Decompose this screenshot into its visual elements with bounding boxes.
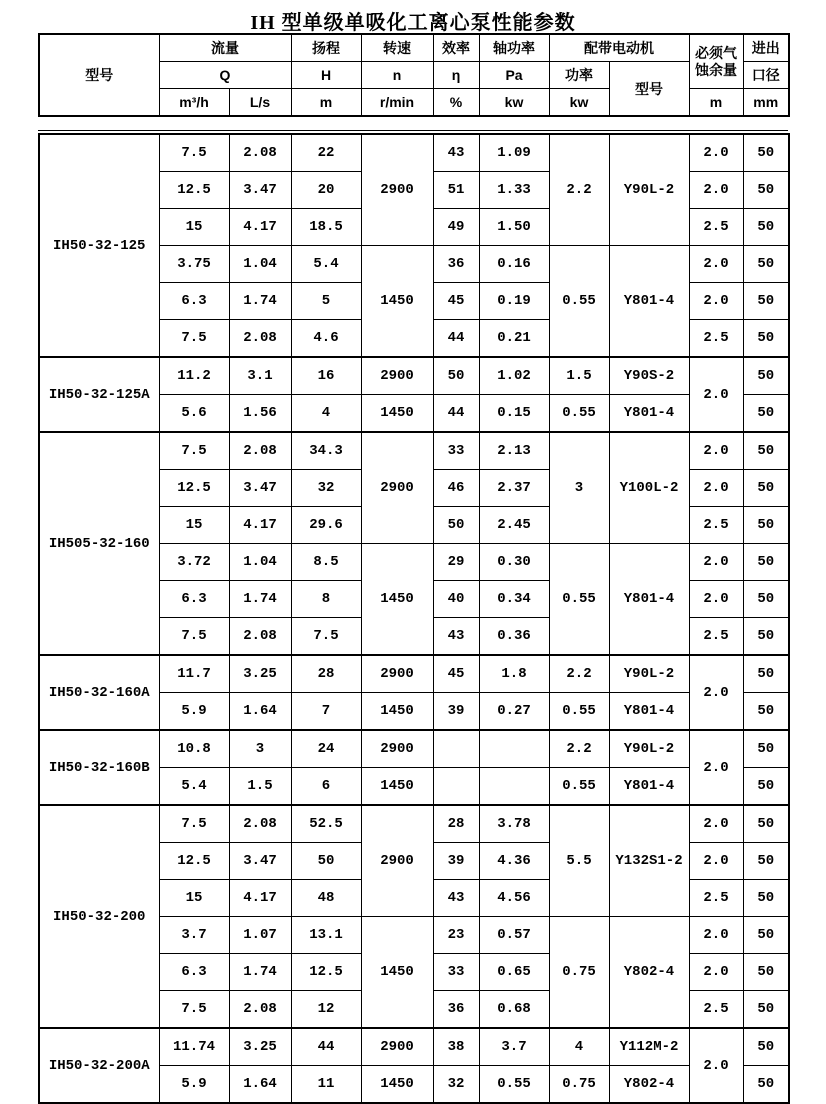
table-row	[39, 1028, 789, 1066]
header-head-unit: m	[291, 89, 361, 117]
cell-flow-m3h: 11.74	[159, 1028, 229, 1066]
header-head-symbol: H	[291, 62, 361, 89]
cell-motor-power: 0.55	[549, 246, 609, 358]
cell-flow-ls: 2.08	[229, 805, 291, 843]
data-table-body	[39, 134, 789, 1103]
cell-efficiency: 49	[433, 209, 479, 246]
cell-flow-m3h: 15	[159, 880, 229, 917]
cell-shaft-power: 0.21	[479, 320, 549, 358]
header-speed-unit: r/min	[361, 89, 433, 117]
cell-flow-ls: 2.08	[229, 432, 291, 470]
cell-npsh: 2.0	[689, 432, 743, 470]
cell-diameter: 50	[743, 693, 789, 731]
cell-npsh: 2.0	[689, 357, 743, 432]
header-speed: 转速	[361, 34, 433, 62]
cell-flow-ls: 1.07	[229, 917, 291, 954]
header-diameter-line2: 口径	[743, 62, 789, 89]
cell-motor-power: 0.75	[549, 1066, 609, 1104]
cell-flow-ls: 4.17	[229, 880, 291, 917]
cell-npsh: 2.0	[689, 172, 743, 209]
cell-speed: 2900	[361, 432, 433, 544]
cell-speed: 1450	[361, 544, 433, 656]
cell-diameter: 50	[743, 954, 789, 991]
cell-efficiency: 45	[433, 655, 479, 693]
cell-diameter: 50	[743, 655, 789, 693]
cell-npsh: 2.0	[689, 917, 743, 954]
cell-efficiency: 39	[433, 693, 479, 731]
cell-flow-ls: 1.56	[229, 395, 291, 433]
cell-shaft-power: 2.37	[479, 470, 549, 507]
cell-diameter: 50	[743, 134, 789, 172]
cell-efficiency: 32	[433, 1066, 479, 1104]
cell-shaft-power: 0.68	[479, 991, 549, 1029]
cell-shaft-power: 1.50	[479, 209, 549, 246]
cell-diameter: 50	[743, 880, 789, 917]
cell-npsh: 2.0	[689, 655, 743, 730]
cell-efficiency: 36	[433, 246, 479, 283]
cell-efficiency	[433, 768, 479, 806]
cell-pump-model: IH50-32-125	[39, 134, 159, 357]
table-row	[39, 134, 789, 172]
cell-flow-ls: 2.08	[229, 320, 291, 358]
cell-head: 13.1	[291, 917, 361, 954]
cell-flow-m3h: 11.7	[159, 655, 229, 693]
header-flow-symbol: Q	[159, 62, 291, 89]
cell-head: 32	[291, 470, 361, 507]
cell-shaft-power: 0.15	[479, 395, 549, 433]
cell-head: 18.5	[291, 209, 361, 246]
cell-npsh: 2.0	[689, 730, 743, 805]
header-efficiency: 效率	[433, 34, 479, 62]
cell-shaft-power: 0.19	[479, 283, 549, 320]
cell-motor-model: Y112M-2	[609, 1028, 689, 1066]
cell-diameter: 50	[743, 768, 789, 806]
cell-efficiency: 28	[433, 805, 479, 843]
cell-head: 7	[291, 693, 361, 731]
cell-shaft-power: 0.34	[479, 581, 549, 618]
table-row	[39, 357, 789, 395]
cell-flow-m3h: 7.5	[159, 805, 229, 843]
cell-head: 7.5	[291, 618, 361, 656]
cell-diameter: 50	[743, 1028, 789, 1066]
cell-flow-ls: 1.74	[229, 283, 291, 320]
cell-flow-m3h: 12.5	[159, 172, 229, 209]
cell-flow-m3h: 3.72	[159, 544, 229, 581]
cell-flow-m3h: 6.3	[159, 581, 229, 618]
cell-flow-m3h: 11.2	[159, 357, 229, 395]
cell-diameter: 50	[743, 395, 789, 433]
cell-diameter: 50	[743, 320, 789, 358]
cell-motor-power: 2.2	[549, 730, 609, 768]
cell-npsh: 2.5	[689, 507, 743, 544]
cell-efficiency: 43	[433, 134, 479, 172]
header-npsh-line1: 必须气	[695, 44, 737, 61]
cell-head: 29.6	[291, 507, 361, 544]
cell-shaft-power: 0.27	[479, 693, 549, 731]
cell-motor-power: 1.5	[549, 357, 609, 395]
cell-efficiency: 36	[433, 991, 479, 1029]
cell-shaft-power: 0.36	[479, 618, 549, 656]
cell-flow-ls: 4.17	[229, 507, 291, 544]
cell-flow-ls: 1.04	[229, 246, 291, 283]
cell-shaft-power: 0.55	[479, 1066, 549, 1104]
cell-head: 28	[291, 655, 361, 693]
cell-speed: 2900	[361, 655, 433, 693]
cell-diameter: 50	[743, 246, 789, 283]
cell-shaft-power: 0.16	[479, 246, 549, 283]
cell-speed: 1450	[361, 395, 433, 433]
cell-head: 52.5	[291, 805, 361, 843]
cell-head: 48	[291, 880, 361, 917]
cell-diameter: 50	[743, 432, 789, 470]
cell-diameter: 50	[743, 581, 789, 618]
cell-npsh: 2.5	[689, 320, 743, 358]
cell-motor-model: Y90S-2	[609, 357, 689, 395]
cell-speed: 2900	[361, 805, 433, 917]
cell-head: 6	[291, 768, 361, 806]
cell-npsh: 2.0	[689, 134, 743, 172]
cell-motor-power: 0.75	[549, 917, 609, 1029]
cell-flow-ls: 3.47	[229, 172, 291, 209]
header-efficiency-symbol: η	[433, 62, 479, 89]
cell-head: 4.6	[291, 320, 361, 358]
cell-speed: 1450	[361, 693, 433, 731]
cell-head: 44	[291, 1028, 361, 1066]
cell-efficiency: 29	[433, 544, 479, 581]
cell-diameter: 50	[743, 172, 789, 209]
cell-npsh: 2.0	[689, 283, 743, 320]
cell-speed: 1450	[361, 1066, 433, 1104]
header-head: 扬程	[291, 34, 361, 62]
cell-flow-m3h: 5.4	[159, 768, 229, 806]
cell-flow-m3h: 12.5	[159, 843, 229, 880]
header-diameter-unit: mm	[743, 89, 789, 117]
header-motor-model: 型号	[609, 62, 689, 117]
cell-head: 20	[291, 172, 361, 209]
cell-flow-ls: 4.17	[229, 209, 291, 246]
cell-shaft-power: 0.65	[479, 954, 549, 991]
cell-diameter: 50	[743, 544, 789, 581]
header-npsh	[689, 34, 743, 89]
header-shaft-power-symbol: Pa	[479, 62, 549, 89]
header-shaft-power: 轴功率	[479, 34, 549, 62]
cell-flow-m3h: 5.9	[159, 693, 229, 731]
cell-efficiency: 45	[433, 283, 479, 320]
cell-flow-ls: 1.04	[229, 544, 291, 581]
cell-npsh: 2.0	[689, 1028, 743, 1103]
cell-motor-power: 3	[549, 432, 609, 544]
cell-diameter: 50	[743, 357, 789, 395]
cell-efficiency: 44	[433, 320, 479, 358]
cell-shaft-power: 3.7	[479, 1028, 549, 1066]
cell-flow-ls: 3.47	[229, 843, 291, 880]
cell-head: 12	[291, 991, 361, 1029]
cell-diameter: 50	[743, 991, 789, 1029]
header-efficiency-unit: %	[433, 89, 479, 117]
cell-speed: 1450	[361, 917, 433, 1029]
cell-diameter: 50	[743, 209, 789, 246]
table-row	[39, 655, 789, 693]
cell-flow-ls: 3.47	[229, 470, 291, 507]
cell-motor-power: 0.55	[549, 693, 609, 731]
header-motor-power-unit: kw	[549, 89, 609, 117]
cell-efficiency: 50	[433, 357, 479, 395]
data-table	[38, 133, 790, 1104]
cell-shaft-power: 1.02	[479, 357, 549, 395]
cell-motor-power: 2.2	[549, 655, 609, 693]
cell-shaft-power: 1.33	[479, 172, 549, 209]
cell-efficiency: 44	[433, 395, 479, 433]
cell-npsh: 2.0	[689, 581, 743, 618]
cell-flow-ls: 1.74	[229, 581, 291, 618]
header-table	[38, 33, 790, 117]
cell-shaft-power: 0.57	[479, 917, 549, 954]
cell-pump-model: IH505-32-160	[39, 432, 159, 655]
cell-pump-model: IH50-32-160A	[39, 655, 159, 730]
cell-flow-ls: 3.1	[229, 357, 291, 395]
cell-shaft-power: 4.56	[479, 880, 549, 917]
cell-npsh: 2.5	[689, 991, 743, 1029]
cell-motor-model: Y90L-2	[609, 730, 689, 768]
cell-shaft-power: 4.36	[479, 843, 549, 880]
cell-shaft-power: 2.45	[479, 507, 549, 544]
cell-motor-power: 2.2	[549, 134, 609, 246]
header-npsh-line2: 蚀余量	[695, 61, 737, 78]
cell-npsh: 2.5	[689, 209, 743, 246]
cell-motor-power: 4	[549, 1028, 609, 1066]
cell-flow-m3h: 5.9	[159, 1066, 229, 1104]
cell-flow-m3h: 10.8	[159, 730, 229, 768]
cell-motor-power: 0.55	[549, 768, 609, 806]
cell-diameter: 50	[743, 730, 789, 768]
cell-efficiency: 43	[433, 618, 479, 656]
cell-flow-m3h: 6.3	[159, 954, 229, 991]
cell-flow-m3h: 3.7	[159, 917, 229, 954]
cell-flow-ls: 2.08	[229, 991, 291, 1029]
cell-shaft-power: 2.13	[479, 432, 549, 470]
cell-flow-ls: 1.64	[229, 1066, 291, 1104]
cell-head: 11	[291, 1066, 361, 1104]
cell-pump-model: IH50-32-160B	[39, 730, 159, 805]
cell-flow-ls: 1.74	[229, 954, 291, 991]
cell-efficiency	[433, 730, 479, 768]
cell-shaft-power: 1.09	[479, 134, 549, 172]
cell-npsh: 2.0	[689, 843, 743, 880]
cell-pump-model: IH50-32-200	[39, 805, 159, 1028]
table-row	[39, 432, 789, 470]
cell-motor-model: Y90L-2	[609, 655, 689, 693]
cell-efficiency: 43	[433, 880, 479, 917]
cell-motor-model: Y802-4	[609, 917, 689, 1029]
cell-motor-model: Y100L-2	[609, 432, 689, 544]
data-table-frame	[38, 130, 788, 1104]
cell-flow-ls: 3	[229, 730, 291, 768]
cell-speed: 2900	[361, 134, 433, 246]
cell-motor-power: 0.55	[549, 544, 609, 656]
cell-diameter: 50	[743, 283, 789, 320]
cell-flow-ls: 2.08	[229, 618, 291, 656]
cell-flow-ls: 3.25	[229, 655, 291, 693]
cell-speed: 2900	[361, 1028, 433, 1066]
table-row	[39, 730, 789, 768]
cell-flow-ls: 1.64	[229, 693, 291, 731]
header-flow-unit-m3h: m³/h	[159, 89, 229, 117]
cell-motor-model: Y132S1-2	[609, 805, 689, 917]
cell-head: 8.5	[291, 544, 361, 581]
cell-diameter: 50	[743, 843, 789, 880]
cell-flow-ls: 3.25	[229, 1028, 291, 1066]
cell-speed: 1450	[361, 246, 433, 358]
cell-head: 5	[291, 283, 361, 320]
cell-head: 4	[291, 395, 361, 433]
header-motor-power: 功率	[549, 62, 609, 89]
cell-flow-m3h: 15	[159, 507, 229, 544]
cell-head: 5.4	[291, 246, 361, 283]
cell-head: 34.3	[291, 432, 361, 470]
header-flow: 流量	[159, 34, 291, 62]
cell-pump-model: IH50-32-200A	[39, 1028, 159, 1103]
cell-flow-m3h: 7.5	[159, 320, 229, 358]
cell-speed: 1450	[361, 768, 433, 806]
header-npsh-unit: m	[689, 89, 743, 117]
cell-npsh: 2.0	[689, 544, 743, 581]
cell-diameter: 50	[743, 470, 789, 507]
table-row	[39, 805, 789, 843]
cell-motor-model: Y801-4	[609, 395, 689, 433]
cell-efficiency: 38	[433, 1028, 479, 1066]
cell-diameter: 50	[743, 618, 789, 656]
cell-efficiency: 46	[433, 470, 479, 507]
cell-flow-m3h: 12.5	[159, 470, 229, 507]
cell-efficiency: 33	[433, 954, 479, 991]
cell-speed: 2900	[361, 357, 433, 395]
cell-motor-power: 5.5	[549, 805, 609, 917]
cell-motor-model: Y802-4	[609, 1066, 689, 1104]
cell-efficiency: 23	[433, 917, 479, 954]
cell-head: 50	[291, 843, 361, 880]
cell-motor-model: Y801-4	[609, 693, 689, 731]
cell-shaft-power: 0.30	[479, 544, 549, 581]
cell-efficiency: 39	[433, 843, 479, 880]
cell-npsh: 2.0	[689, 954, 743, 991]
header-model: 型号	[39, 34, 159, 116]
cell-head: 8	[291, 581, 361, 618]
header-flow-unit-ls: L/s	[229, 89, 291, 117]
cell-flow-m3h: 7.5	[159, 432, 229, 470]
cell-flow-ls: 1.5	[229, 768, 291, 806]
cell-flow-m3h: 7.5	[159, 134, 229, 172]
header-speed-symbol: n	[361, 62, 433, 89]
cell-efficiency: 51	[433, 172, 479, 209]
cell-motor-model: Y90L-2	[609, 134, 689, 246]
cell-shaft-power	[479, 730, 549, 768]
cell-flow-m3h: 7.5	[159, 618, 229, 656]
cell-npsh: 2.0	[689, 246, 743, 283]
cell-diameter: 50	[743, 507, 789, 544]
cell-npsh: 2.0	[689, 805, 743, 843]
cell-flow-m3h: 5.6	[159, 395, 229, 433]
header-diameter-line1: 进出	[743, 34, 789, 62]
cell-head: 24	[291, 730, 361, 768]
cell-diameter: 50	[743, 1066, 789, 1104]
cell-flow-m3h: 6.3	[159, 283, 229, 320]
cell-shaft-power: 1.8	[479, 655, 549, 693]
cell-head: 16	[291, 357, 361, 395]
cell-npsh: 2.5	[689, 618, 743, 656]
cell-head: 12.5	[291, 954, 361, 991]
cell-flow-m3h: 7.5	[159, 991, 229, 1029]
page-title: IH 型单级单吸化工离心泵性能参数	[250, 12, 576, 34]
cell-efficiency: 50	[433, 507, 479, 544]
cell-diameter: 50	[743, 805, 789, 843]
header-motor: 配带电动机	[549, 34, 689, 62]
cell-motor-model: Y801-4	[609, 768, 689, 806]
cell-npsh: 2.0	[689, 470, 743, 507]
cell-shaft-power: 3.78	[479, 805, 549, 843]
cell-head: 22	[291, 134, 361, 172]
cell-motor-power: 0.55	[549, 395, 609, 433]
cell-npsh: 2.5	[689, 880, 743, 917]
cell-flow-ls: 2.08	[229, 134, 291, 172]
cell-efficiency: 40	[433, 581, 479, 618]
cell-pump-model: IH50-32-125A	[39, 357, 159, 432]
header-shaft-power-unit: kw	[479, 89, 549, 117]
cell-speed: 2900	[361, 730, 433, 768]
cell-motor-model: Y801-4	[609, 544, 689, 656]
cell-diameter: 50	[743, 917, 789, 954]
cell-efficiency: 33	[433, 432, 479, 470]
cell-flow-m3h: 3.75	[159, 246, 229, 283]
cell-flow-m3h: 15	[159, 209, 229, 246]
cell-motor-model: Y801-4	[609, 246, 689, 358]
cell-shaft-power	[479, 768, 549, 806]
